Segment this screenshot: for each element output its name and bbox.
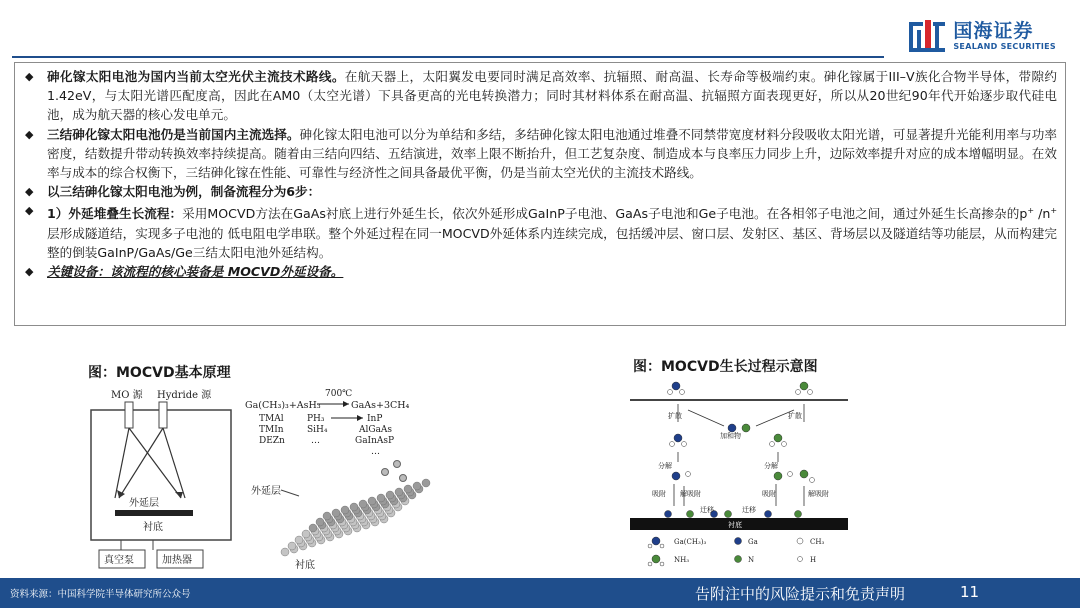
bullet-1-body: 在航天器上，太阳翼发电要同时满足高效率、抗辐照、耐高温、长寿命等极端约束。砷化镓属于III–V族化合物半导体，带隙约1.42eV，与太阳光谱匹配度高，因此在AM0（太空光谱）下具备更高的光电转换潜力；同时其材料体系在耐高温、抗辐照方面表现更好，所以从20世纪90年代开始逐步取代硅电池，成为航天器的核心发电单元。: [47, 69, 1058, 123]
adsorb-right-label: 吸附: [762, 490, 776, 498]
product-inp: InP: [367, 414, 383, 424]
legend-tmga-symbol: [652, 537, 660, 545]
reaction-reactants: Ga(CH₃)₃+AsH₃: [245, 400, 321, 411]
h-atom: [808, 390, 813, 395]
page-number: 11: [960, 583, 980, 601]
mocvd-principle-figure: [85, 384, 465, 574]
hydride-inlet-pipe: [159, 402, 167, 428]
brand-logo: [907, 18, 1056, 54]
legend-n-symbol: [735, 556, 742, 563]
migrate-2-label: 迁移: [742, 506, 756, 514]
diffuse-left-label: 扩散: [668, 412, 682, 420]
surface-atom: [687, 511, 694, 518]
n-atom: [774, 472, 782, 480]
reagent-1-tmal: TMAl: [259, 414, 284, 424]
bullet-4-sup-a: +: [1027, 206, 1035, 216]
lattice-atom: [309, 524, 317, 532]
mo-inlet-pipe: [125, 402, 133, 428]
lattice-atom: [332, 509, 340, 517]
legend-ch3: CH₃: [810, 538, 825, 546]
disclaimer-text: 告附注中的风险提示和免责声明: [695, 585, 906, 603]
lattice-atom: [422, 479, 430, 487]
legend-n: N: [748, 556, 755, 564]
ch3-atom: [680, 390, 685, 395]
h-atom: [770, 442, 775, 447]
bullet-1: [21, 67, 1057, 125]
reagent-1-dezn: DEZn: [259, 436, 285, 446]
lattice-atom: [359, 500, 367, 508]
migrate-1-label: 迁移: [700, 506, 714, 514]
lattice-atom: [341, 506, 349, 514]
lattice-atom: [377, 494, 385, 502]
bullet-4: [21, 201, 1057, 262]
legend-h-symbol: [798, 557, 803, 562]
atom-lattice-slab: [281, 461, 430, 557]
legend-nh3-symbol: [652, 555, 660, 563]
bullet-4-body-c: 层形成隧道结，实现多子电池的 低电阻电学串联。整个外延过程在同一MOCVD外延体系内连续完成，包括缓冲层、窗口层、发射区、基区、背场层以及隧道结等功能层，从而构建完整的倒装GaInP/GaAs/Ge三结太阳电池外延结构。: [47, 225, 1057, 261]
legend-ga: Ga: [748, 538, 758, 546]
header-divider: [12, 56, 884, 58]
reaction-temperature: 700℃: [325, 389, 353, 399]
free-atom: [382, 469, 389, 476]
legend-h-small: [660, 562, 664, 566]
free-atom: [394, 461, 401, 468]
bullet-2-body: 砷化镓太阳电池可以分为单结和多结，多结砷化镓太阳电池通过堆叠不同禁带宽度材料分段吸收太阳光谱，可显著提升光能利用率与功率密度，结数提升带动转换效率持续提高。随着由三结向四结、五结演进，效率上限不断抬升，但工艺复杂度、制造成本与良率压力同步上升，边际效率提升对应的成本增幅明显。在效率与成本的综合权衡下，三结砷化镓在性能、可靠性与经济性之间具备最优平衡，仍是当前太空光伏的主流技术路线。: [47, 126, 1058, 181]
bullet-4-body-a: 采用MOCVD方法在GaAs衬底上进行外延生长，依次外延形成GaInP子电池、GaAs子电池和Ge子电池。在各相邻子电池之间，通过外延生长高掺杂的p: [182, 206, 1028, 222]
legend-ch3-small: [660, 544, 664, 548]
h-atom: [782, 442, 787, 447]
substrate-label: 衬底: [728, 521, 742, 529]
heater-label: 加热器: [162, 555, 192, 566]
tmga-molecule: [672, 382, 680, 390]
reagent-2-ellipsis: …: [311, 436, 320, 446]
reagent-2-sih4: SiH₄: [307, 425, 328, 435]
legend-h: H: [810, 556, 817, 564]
mo-source-label: MO 源: [111, 390, 143, 401]
reactor-chamber: [91, 410, 231, 540]
sealand-logo-icon: [907, 18, 947, 54]
reaction-products: GaAs+3CH₄: [351, 400, 410, 411]
source-note: 资料来源：中国科学院半导体研究所公众号: [10, 589, 191, 600]
ch3-atom: [682, 442, 687, 447]
diffuse-right-label: 扩散: [788, 412, 802, 420]
molecule-group: [648, 382, 815, 566]
lattice-atom: [295, 536, 303, 544]
reagent-2-ph3: PH₃: [307, 414, 325, 424]
epi-layer: [115, 510, 193, 516]
fig2-title: 图：MOCVD生长过程示意图: [633, 359, 818, 375]
surface-atom: [765, 511, 772, 518]
decompose-left-label: 分解: [658, 462, 672, 470]
lattice-atom: [395, 488, 403, 496]
lattice-atom: [350, 503, 358, 511]
substrate-label: 衬底: [143, 522, 163, 533]
bullet-1-lead: 砷化镓太阳电池为国内当前太空光伏主流技术路线。: [47, 69, 345, 84]
legend-h-small: [648, 562, 652, 566]
lattice-atom: [413, 482, 421, 490]
mocvd-growth-figure: [628, 376, 850, 576]
bullet-5: [21, 262, 1057, 281]
fig1-title: 图：MOCVD基本原理: [88, 365, 231, 381]
bullet-5-lead: 关键设备：该流程的核心装备是 MOCVD外延设备。: [47, 264, 344, 280]
free-atom: [400, 475, 407, 482]
lattice-atom: [316, 518, 324, 526]
h-atom: [796, 390, 801, 395]
legend-ch3-small: [648, 544, 652, 548]
lattice-atom: [281, 548, 289, 556]
epi-layer-label-2: 外延层: [251, 486, 281, 497]
tmga-molecule: [674, 434, 682, 442]
adduct-n: [742, 424, 750, 432]
nh3-molecule: [800, 382, 808, 390]
bullet-4-sup-b: +: [1050, 206, 1058, 216]
bullet-3-lead: 以三结砷化镓太阳电池为例，制备流程分为6步：: [47, 184, 321, 200]
lattice-atom: [386, 491, 394, 499]
desorb-right-label: 解吸附: [808, 490, 829, 498]
logo-cn-text: 国海证券: [953, 20, 1034, 42]
bullet-4-lead: 1）外延堆叠生长流程：: [47, 206, 183, 222]
bullet-2: [21, 125, 1057, 183]
vacuum-pump-label: 真空泵: [104, 555, 134, 566]
nh3-molecule: [774, 434, 782, 442]
product-algaas: AlGaAs: [359, 425, 393, 435]
adsorb-left-label: 吸附: [652, 490, 666, 498]
bullet-4-body-b: /n: [1034, 206, 1051, 222]
legend-nh3: NH₃: [674, 556, 690, 564]
ga-atom: [672, 472, 680, 480]
surface-atom: [795, 511, 802, 518]
content-box: [14, 62, 1066, 326]
ch3-atom: [668, 390, 673, 395]
h-atom: [788, 472, 793, 477]
bullet-2-lead: 三结砷化镓太阳电池仍是当前国内主流选择。: [47, 126, 300, 142]
decompose-right-label: 分解: [764, 462, 778, 470]
legend-ga-symbol: [735, 538, 742, 545]
legend-tmga: Ga(CH₃)₃: [674, 538, 707, 546]
lattice-atom: [368, 497, 376, 505]
adduct-label: 加和物: [720, 432, 741, 440]
product-gainasp: GaInAsP: [355, 436, 395, 446]
lattice-atom: [288, 542, 296, 550]
surface-atom: [725, 511, 732, 518]
lattice-atom: [302, 530, 310, 538]
lattice-atom: [404, 485, 412, 493]
surface-atom: [665, 511, 672, 518]
substrate-label-2: 衬底: [295, 560, 315, 571]
ch3-atom: [686, 472, 691, 477]
process-arrow: [688, 410, 724, 426]
bullet-3: [21, 182, 1057, 201]
epi-layer-label: 外延层: [129, 498, 159, 509]
ch3-atom: [670, 442, 675, 447]
hydride-source-label: Hydride 源: [157, 390, 212, 401]
desorb-left-label: 解吸附: [680, 490, 701, 498]
h-atom: [810, 478, 815, 483]
legend-ch3-symbol: [797, 538, 803, 544]
adduct-ga: [728, 424, 736, 432]
footer-bar: [0, 578, 1080, 608]
product-ellipsis: …: [371, 447, 380, 457]
lattice-atom: [323, 512, 331, 520]
n-atom: [800, 470, 808, 478]
logo-en-text: SEALAND SECURITIES: [953, 42, 1056, 51]
reagent-1-tmin: TMIn: [259, 425, 284, 435]
